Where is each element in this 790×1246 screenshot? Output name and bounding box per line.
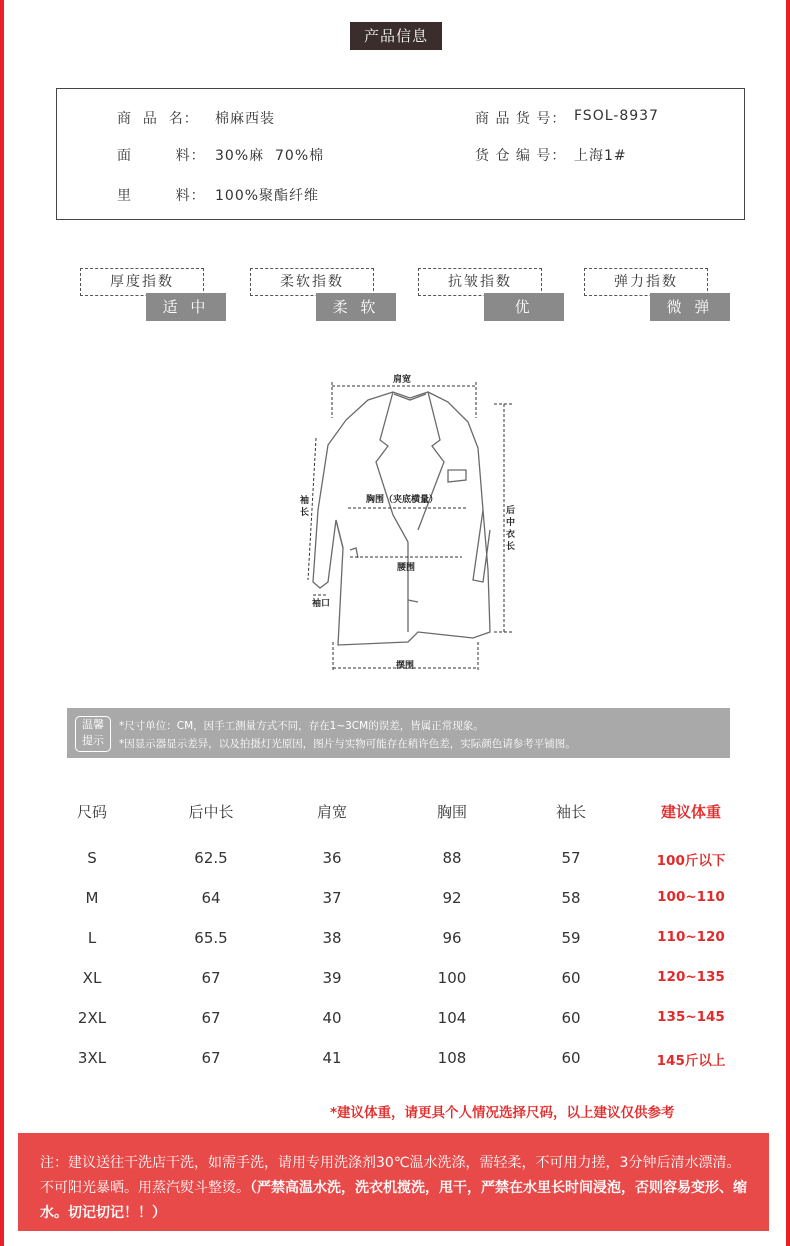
wash-care-text [40,1151,752,1226]
table-cell: 60 [561,1049,581,1067]
table-cell: 65.5 [194,929,228,947]
table-cell: 92 [442,889,462,907]
table-cell: 64 [201,889,221,907]
table-cell: 41 [322,1049,342,1067]
table-header-sleeve: 袖长 [555,803,586,821]
table-cell: 100 [437,969,467,987]
chest-label: 胸围（夹底横量） [366,495,439,505]
back-length-label-b: 中 [506,518,516,528]
table-cell: 104 [437,1009,467,1027]
metric-softness-label: 柔软指数 [250,268,374,296]
table-cell-weight: 100~110 [657,889,725,905]
product-info-box [56,88,745,220]
metric-thickness-label: 厚度指数 [80,268,204,296]
notice-panel [67,708,730,758]
table-cell-weight: 100斤以下 [656,853,726,869]
metric-thickness-value: 适 中 [146,293,226,321]
lining-value: 100%聚酯纤维 [215,188,320,204]
table-cell: XL [82,969,102,987]
product-name-value: 棉麻西装 [215,111,275,127]
section-title: 产品信息 [350,22,442,50]
product-name-label: 商 品 名： [117,111,199,127]
hem-label: 摆围 [396,661,415,671]
table-header-weight: 建议体重 [660,803,721,821]
table-cell: 39 [322,969,342,987]
measurement-diagram [298,370,528,675]
metric-wrinkle-value: 优 [484,293,564,321]
fabric-label: 面 料： [117,148,206,164]
notice-badge [75,716,111,752]
table-cell: 60 [561,1009,581,1027]
back-length-label-d: 长 [506,542,516,552]
table-cell: S [87,849,97,867]
table-header-chest: 胸围 [436,803,467,821]
table-cell: M [85,889,99,907]
shoulder-label: 肩宽 [393,375,412,385]
warehouse-label: 货 仓 编 号： [475,148,567,164]
metric-softness-value: 柔 软 [316,293,396,321]
table-cell: 62.5 [194,849,228,867]
right-red-border [786,0,790,1246]
table-cell: L [87,929,97,947]
warehouse-value: 上海1# [574,148,627,164]
metric-wrinkle-label: 抗皱指数 [418,268,542,296]
table-cell: 38 [322,929,342,947]
notice-line-1: *尺寸单位：CM，因手工测量方式不同，存在1~3CM的误差，皆属正常现象。 [119,720,484,732]
wash-care-warning: （严禁高温水洗，洗衣机搅洗，甩干，严禁在水里长时间浸泡，否则容易变形、缩水。切记切记！！） [40,1180,747,1221]
table-cell: 108 [437,1049,467,1067]
table-header-shoulder: 肩宽 [316,803,347,821]
notice-badge-top: 温馨 [82,718,104,731]
table-cell: 59 [561,929,581,947]
sleeve-label-a: 袖 [300,496,310,506]
table-cell: 58 [561,889,581,907]
wash-care-normal: 注：建议送往干洗店干洗，如需手洗，请用专用洗涤剂30℃温水洗涤，需轻柔，不可用力搓，3分钟后清水漂清。不可阳光暴晒。用蒸汽熨斗整烫。 [40,1155,741,1196]
table-cell: 96 [442,929,462,947]
table-cell: 67 [201,969,221,987]
metric-elasticity-value: 微 弹 [650,293,730,321]
table-cell: 67 [201,1009,221,1027]
weight-suggestion-note: *建议体重，请更具个人情况选择尺码，以上建议仅供参考 [330,1105,675,1121]
table-cell: 57 [561,849,581,867]
blazer-sketch [298,370,528,675]
table-cell: 37 [322,889,342,907]
metric-elasticity-label: 弹力指数 [584,268,708,296]
notice-badge-bottom: 提示 [82,734,104,747]
table-cell: 3XL [77,1049,107,1067]
table-cell: 40 [322,1009,342,1027]
table-cell-weight: 145斤以上 [656,1053,726,1069]
waist-label: 腰围 [397,563,416,573]
product-sku-label: 商 品 货 号： [475,111,567,127]
wash-care-box [18,1133,769,1231]
back-length-label-a: 后 [506,506,516,516]
table-cell: 67 [201,1049,221,1067]
table-cell: 60 [561,969,581,987]
sleeve-label-b: 长 [300,508,310,518]
lining-label: 里 料： [117,188,206,204]
table-cell-weight: 120~135 [657,969,725,985]
table-header-size: 尺码 [76,803,107,821]
table-cell-weight: 110~120 [657,929,725,945]
left-red-border [0,0,4,1246]
table-header-back-length: 后中长 [188,803,234,821]
table-cell: 36 [322,849,342,867]
product-sku-value: FSOL-8937 [574,108,659,124]
table-cell: 88 [442,849,462,867]
cuff-label: 袖口 [312,599,331,609]
table-cell: 2XL [77,1009,107,1027]
back-length-label-c: 衣 [506,530,516,540]
table-cell-weight: 135~145 [657,1009,725,1025]
fabric-value: 30%麻 70%棉 [215,148,325,164]
notice-line-2: *因显示器显示差异，以及拍摄灯光原因，图片与实物可能存在稍许色差，实际颜色请参考平铺图。 [119,738,576,750]
